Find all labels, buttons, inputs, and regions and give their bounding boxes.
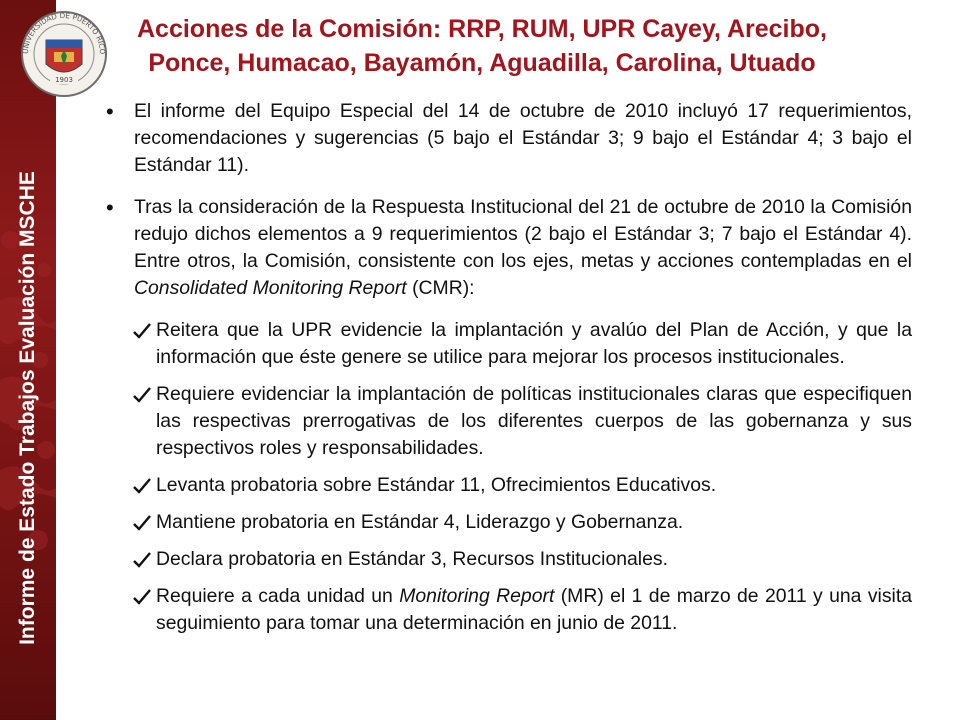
checkmark-icon bbox=[132, 322, 152, 340]
check-item bbox=[112, 317, 912, 371]
check-item bbox=[112, 546, 912, 573]
seal-year: 1903 bbox=[55, 76, 73, 84]
check-text-end: (MR) el 1 de marzo de 2011 y una visita seguimiento para tomar una determinación en junio de 2011. bbox=[156, 585, 912, 634]
checkmark-icon bbox=[132, 588, 152, 606]
check-item bbox=[112, 381, 912, 462]
bullet-item bbox=[106, 98, 912, 179]
sidebar-vertical-title: Informe de Estado Trabajos Evaluación MSCHE bbox=[16, 171, 39, 645]
check-text: Requiere a cada unidad un bbox=[156, 585, 400, 607]
check-text: Declara probatoria en Estándar 3, Recursos Institucionales. bbox=[156, 548, 668, 570]
university-seal-icon bbox=[20, 10, 108, 98]
seal-ring-text: UNIVERSIDAD DE PUERTO RICO bbox=[20, 10, 108, 55]
checkmark-icon bbox=[132, 514, 152, 532]
check-item bbox=[112, 509, 912, 536]
bullet-italic-text: Consolidated Monitoring Report bbox=[134, 277, 407, 299]
bullet-item bbox=[106, 194, 912, 302]
check-text: Requiere evidenciar la implantación de políticas institucionales claras que especifiquen las respectivas prerrogativas de los diferentes cuerpos de las gobernanza y sus respectivos roles y responsabilidades. bbox=[156, 383, 912, 459]
checkmark-icon bbox=[132, 551, 152, 569]
bullet-text: Tras la consideración de la Respuesta Institucional del 21 de octubre de 2010 la Comisión redujo dichos elementos a 9 requerimientos (2 bajo el Estándar 3; 7 bajo el Estándar 4). Entre otros, la Comisión, consistente con los ejes, metas y acciones contempladas en el bbox=[134, 196, 912, 272]
page-title-line-2: Ponce, Humacao, Bayamón, Aguadilla, Carolina, Utuado bbox=[148, 49, 816, 77]
page-title-line-1: Acciones de la Comisión: RRP, RUM, UPR Cayey, Arecibo, bbox=[137, 15, 827, 43]
checkmark-icon bbox=[132, 386, 152, 404]
bullet-dot-icon: • bbox=[106, 195, 114, 220]
page-title bbox=[112, 12, 852, 80]
check-text: Mantiene probatoria en Estándar 4, Liderazgo y Gobernanza. bbox=[156, 511, 684, 533]
check-text: Levanta probatoria sobre Estándar 11, Ofrecimientos Educativos. bbox=[156, 474, 717, 496]
bullet-text: El informe del Equipo Especial del 14 de octubre de 2010 incluyó 17 requerimientos, recomendaciones y sugerencias (5 bajo el Estándar 3; 9 bajo el Estándar 4; 3 bajo el Estándar 11). bbox=[134, 100, 912, 176]
sidebar bbox=[0, 0, 56, 720]
check-text: Reitera que la UPR evidencie la implantación y avalúo del Plan de Acción, y que la información que éste genere se utilice para mejorar los procesos institucionales. bbox=[156, 319, 912, 368]
check-item bbox=[112, 583, 912, 637]
bullet-dot-icon: • bbox=[106, 99, 114, 124]
bullet-text-end: (CMR): bbox=[406, 277, 475, 299]
checkmark-icon bbox=[132, 477, 152, 495]
check-italic-text: Monitoring Report bbox=[399, 585, 555, 607]
slide-body bbox=[106, 98, 912, 647]
check-item bbox=[112, 472, 912, 499]
